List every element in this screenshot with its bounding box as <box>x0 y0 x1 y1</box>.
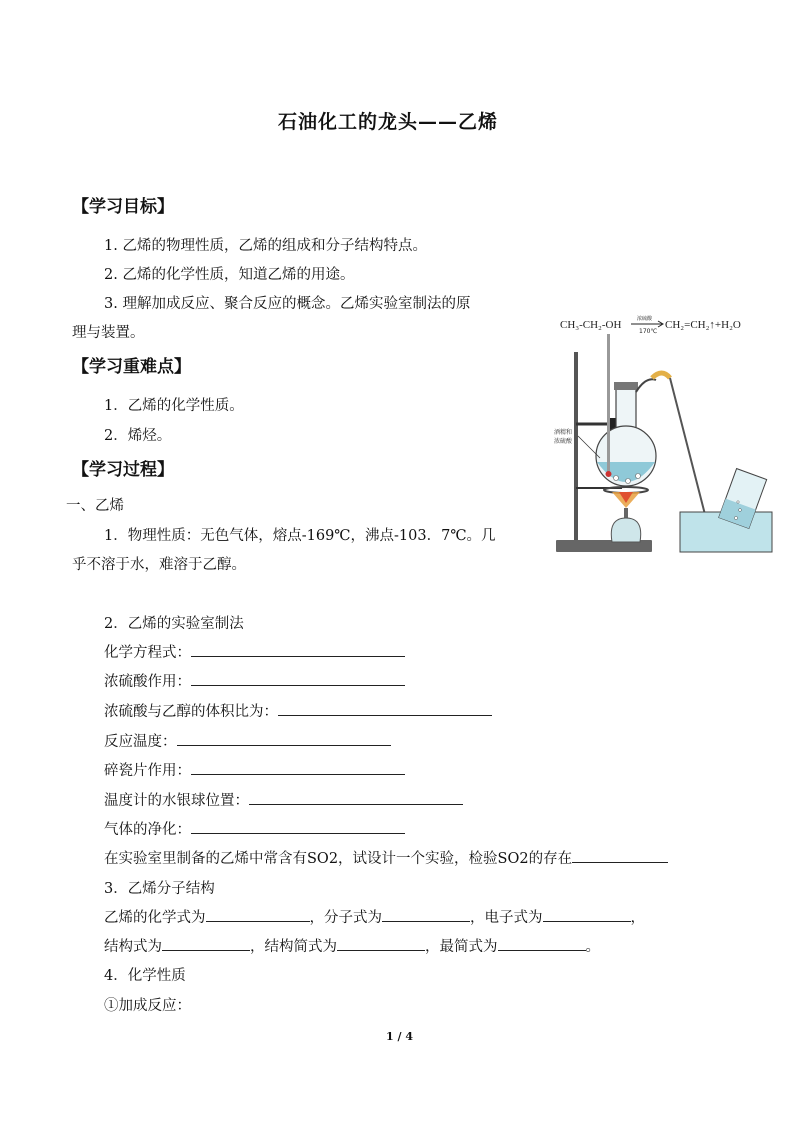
objective-item-3: 3. 理解加成反应、聚合反应的概念。乙烯实验室制法的原 <box>104 296 471 312</box>
equation-right: CH₂=CH₂↑+H₂O <box>665 319 741 331</box>
structure-line1: 乙烯的化学式为 ，分子式为 ，电子式为 ， <box>104 906 645 927</box>
page-number: 1 / 4 <box>386 1030 413 1043</box>
lab-field-volume-ratio: 浓硫酸与乙醇的体积比为： <box>104 700 492 721</box>
key-points-heading: 【学习重难点】 <box>72 357 191 377</box>
equation-arrow-top: 浓硫酸 <box>637 316 653 322</box>
lab-field-acid-role: 浓硫酸作用： <box>104 670 405 691</box>
section-ethylene: 一、乙烯 <box>66 498 124 514</box>
answer-blank[interactable] <box>191 760 405 775</box>
lab-field-equation: 化学方程式： <box>104 641 405 662</box>
lab-apparatus-figure <box>552 306 774 558</box>
answer-blank[interactable] <box>191 642 405 657</box>
answer-blank[interactable] <box>337 936 425 951</box>
thermometer <box>607 334 610 474</box>
objectives-heading: 【学习目标】 <box>72 197 174 217</box>
key-point-item-2: 2．烯烃。 <box>104 428 172 444</box>
structure-heading: 3．乙烯分子结构 <box>104 881 215 897</box>
lab-field-porcelain-role: 碎瓷片作用： <box>104 759 405 780</box>
answer-blank[interactable] <box>498 936 586 951</box>
key-point-item-1: 1．乙烯的化学性质。 <box>104 398 244 414</box>
objective-item-1: 1. 乙烯的物理性质，乙烯的组成和分子结构特点。 <box>104 238 427 254</box>
so2-question: 在实验室里制备的乙烯中常含有SO2，试设计一个实验，检验SO2的存在 <box>104 847 668 868</box>
answer-blank[interactable] <box>572 848 668 863</box>
answer-blank[interactable] <box>162 936 250 951</box>
lab-field-thermometer-position: 温度计的水银球位置： <box>104 789 463 810</box>
flask-label-2: 浓硫酸 <box>554 438 573 445</box>
answer-blank[interactable] <box>177 731 391 746</box>
physical-properties-line2: 乎不溶于水，难溶于乙醇。 <box>72 557 246 573</box>
answer-blank[interactable] <box>382 907 470 922</box>
process-heading: 【学习过程】 <box>72 460 174 480</box>
equation-left: CH₃-CH₂-OH <box>560 319 622 331</box>
answer-blank[interactable] <box>206 907 310 922</box>
addition-reaction: ①加成反应： <box>104 998 191 1014</box>
chem-props-heading: 4．化学性质 <box>104 968 186 984</box>
flask-label-1: 酒精和 <box>554 429 573 436</box>
stand-rod <box>574 352 578 542</box>
lab-field-temperature: 反应温度： <box>104 730 391 751</box>
answer-blank[interactable] <box>278 701 492 716</box>
structure-line2: 结构式为 ，结构简式为 ，最简式为 。 <box>104 935 600 956</box>
answer-blank[interactable] <box>543 907 631 922</box>
answer-blank[interactable] <box>249 790 463 805</box>
objective-item-3-cont: 理与装置。 <box>72 325 145 341</box>
objective-item-2: 2. 乙烯的化学性质，知道乙烯的用途。 <box>104 267 355 283</box>
answer-blank[interactable] <box>191 671 405 686</box>
physical-properties-line1: 1．物理性质：无色气体，熔点-169℃，沸点-103．7℃。几 <box>104 528 496 544</box>
lab-prep-heading: 2．乙烯的实验室制法 <box>104 616 244 632</box>
page-title: 石油化工的龙头——乙烯 <box>278 111 499 133</box>
lab-field-purification: 气体的净化： <box>104 818 405 839</box>
answer-blank[interactable] <box>191 819 405 834</box>
equation-arrow-bottom: 170℃ <box>639 328 658 335</box>
